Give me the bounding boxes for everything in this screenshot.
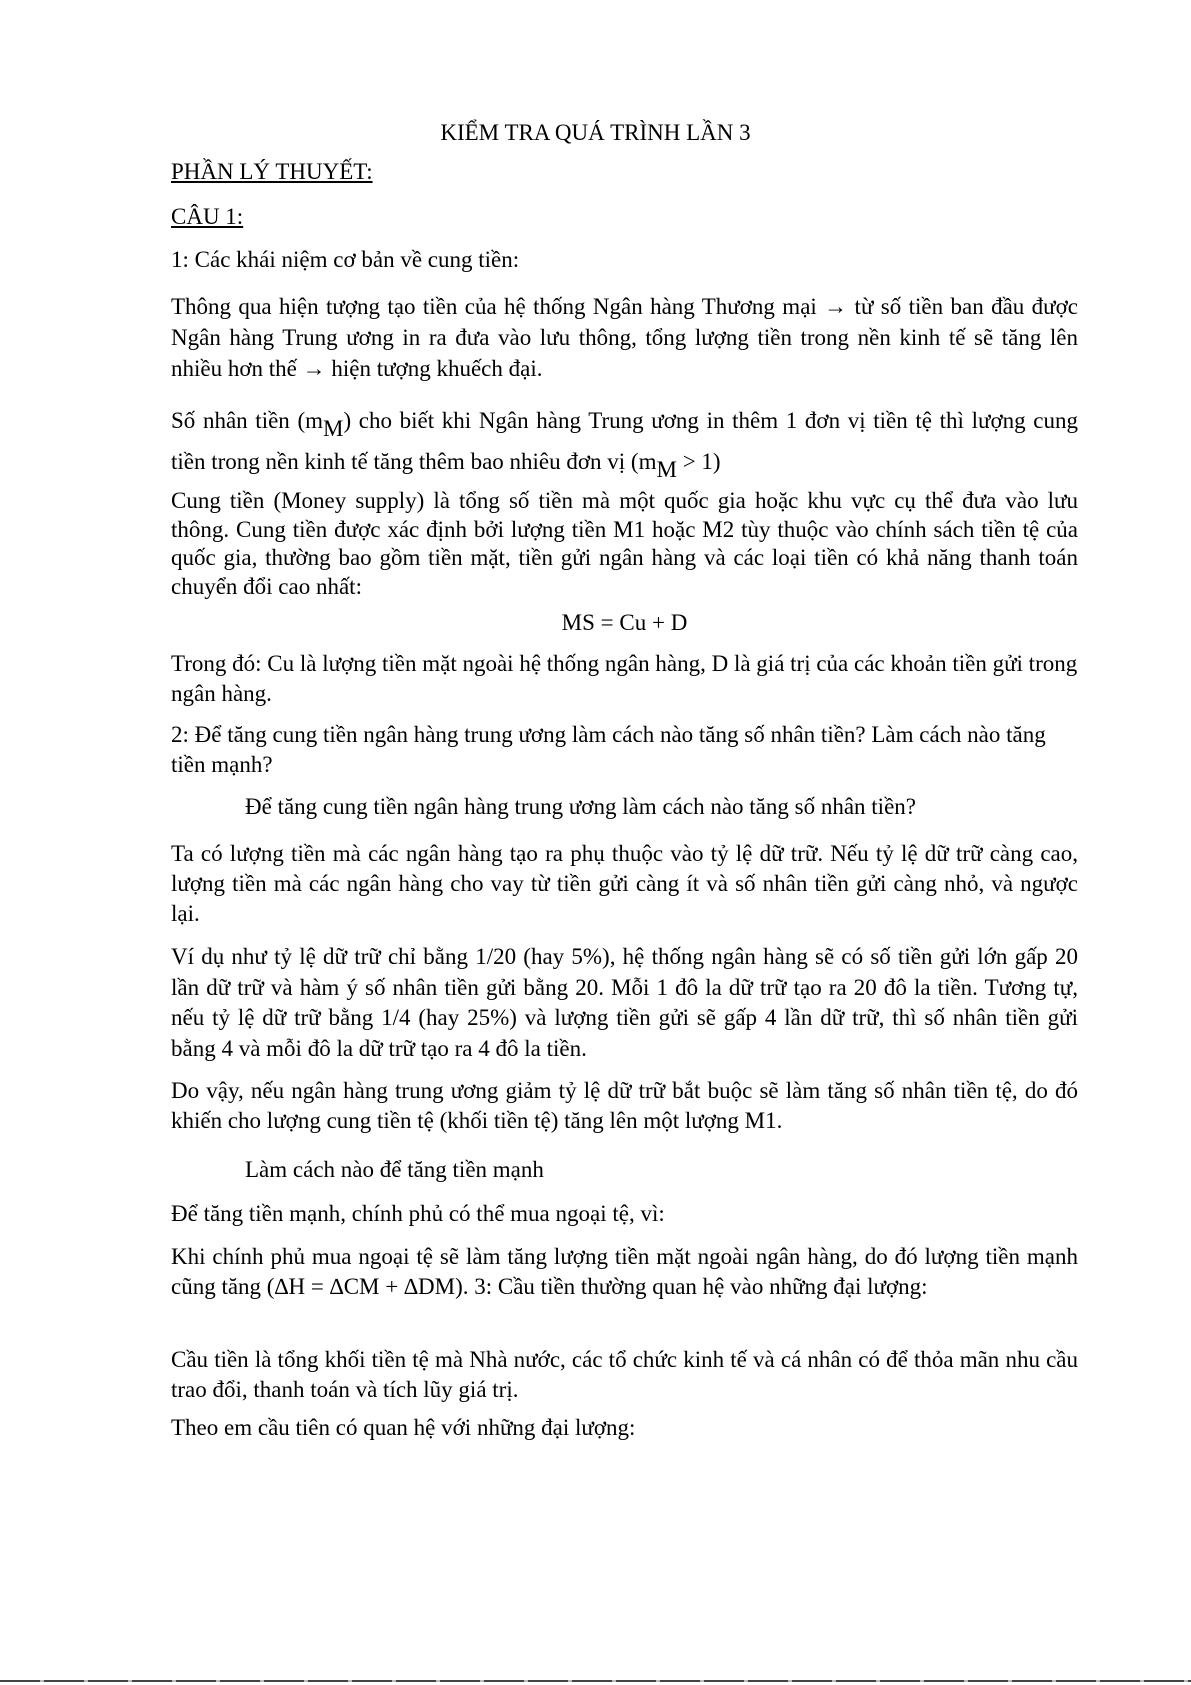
text-part: ) cho biết khi Ngân hàng Trung ương in thêm 1 đơn vị tiền tệ thì lượng cung tiền trong nền kinh tế tăng thêm bao nhiêu đơn vị (m <box>171 408 1078 474</box>
paragraph-foreign-currency: Khi chính phủ mua ngoại tệ sẽ làm tăng lượng tiền mặt ngoài ngân hàng, do đó lượng tiền mạnh cũng tăng (∆H = ∆CM + ∆DM). 3: Cầu tiền thường quan hệ vào những đại lượng: <box>171 1244 1078 1299</box>
text-part: > 1) <box>676 449 721 474</box>
paragraph-money-supply: Cung tiền (Money supply) là tổng số tiền mà một quốc gia hoặc khu vực cụ thể đưa vào lưu thông. Cung tiền được xác định bởi lượng tiền M1 hoặc M2 tùy thuộc vào chính sách tiền tệ của quốc gia, thường bao gồm tiền mặt, tiền gửi ngân hàng và các loại tiền có khả năng thanh toán chuyển đổi cao nhất: <box>171 488 1078 599</box>
subheading-base-money: Làm cách nào để tăng tiền mạnh <box>245 1157 544 1182</box>
section-heading: PHẦN LÝ THUYẾT: <box>171 159 373 184</box>
question-heading: CÂU 1: <box>171 204 244 229</box>
paragraph-reserve-ratio: Ta có lượng tiền mà các ngân hàng tạo ra phụ thuộc vào tỷ lệ dữ trữ. Nếu tỷ lệ dữ trữ càng cao, lượng tiền mà các ngân hàng cho vay từ tiền gửi càng ít và số nhân tiền gửi càng nhỏ, và ngược lại. <box>171 841 1078 926</box>
subsection-heading-1: 1: Các khái niệm cơ bản về cung tiền: <box>171 247 520 272</box>
subscript-m: M <box>323 416 344 441</box>
formula: MS = Cu + D <box>561 610 688 635</box>
subsection-heading-2: 2: Để tăng cung tiền ngân hàng trung ương làm cách nào tăng số nhân tiền? Làm cách nào tăng tiền mạnh? <box>171 722 1046 777</box>
paragraph-example: Ví dụ như tỷ lệ dữ trữ chỉ bằng 1/20 (hay 5%), hệ thống ngân hàng sẽ có số tiền gửi lớn gấp 20 lần dữ trữ và hàm ý số nhân tiền gửi bằng 20. Mỗi 1 đô la dữ trữ tạo ra 20 đô la tiền. Tương tự, nếu tỷ lệ dữ trữ bằng 1/4 (hay 25%) và lượng tiền gửi sẽ gấp 4 lần dữ trữ, thì số nhân tiền gửi bằng 4 và mỗi đô la dữ trữ tạo ra 4 đô la tiền. <box>171 944 1078 1061</box>
paragraph-money-demand: Cầu tiền là tổng khối tiền tệ mà Nhà nước, các tổ chức kinh tế và cá nhân có để thỏa mãn nhu cầu trao đổi, thanh toán và tích lũy giá trị. <box>171 1347 1078 1402</box>
paragraph-closing: Theo em cầu tiên có quan hệ với những đại lượng: <box>171 1415 636 1440</box>
subscript-m: M <box>656 457 677 482</box>
page-bottom-rule <box>0 1680 1191 1682</box>
paragraph-money-creation: Thông qua hiện tượng tạo tiền của hệ thống Ngân hàng Thương mại → từ số tiền ban đầu được Ngân hàng Trung ương in ra đưa vào lưu thông, tổng lượng tiền trong nền kinh tế sẽ tăng lên nhiều hơn thế → hiện tượng khuếch đại. <box>171 294 1078 381</box>
paragraph-money-multiplier <box>171 400 1078 482</box>
text-part: Số nhân tiền (m <box>171 408 323 433</box>
paragraph-conclusion: Do vậy, nếu ngân hàng trung ương giảm tỷ lệ dữ trữ bắt buộc sẽ làm tăng số nhân tiền tệ, do đó khiến cho lượng cung tiền tệ (khối tiền tệ) tăng lên một lượng M1. <box>171 1078 1078 1133</box>
subheading-multiplier: Để tăng cung tiền ngân hàng trung ương làm cách nào tăng số nhân tiền? <box>245 794 916 819</box>
page-title: KIỂM TRA QUÁ TRÌNH LẦN 3 <box>440 120 751 145</box>
paragraph-definitions: Trong đó: Cu là lượng tiền mặt ngoài hệ thống ngân hàng, D là giá trị của các khoản tiền gửi trong ngân hàng. <box>171 651 1078 706</box>
paragraph-base-money: Để tăng tiền mạnh, chính phủ có thể mua ngoại tệ, vì: <box>171 1201 665 1226</box>
